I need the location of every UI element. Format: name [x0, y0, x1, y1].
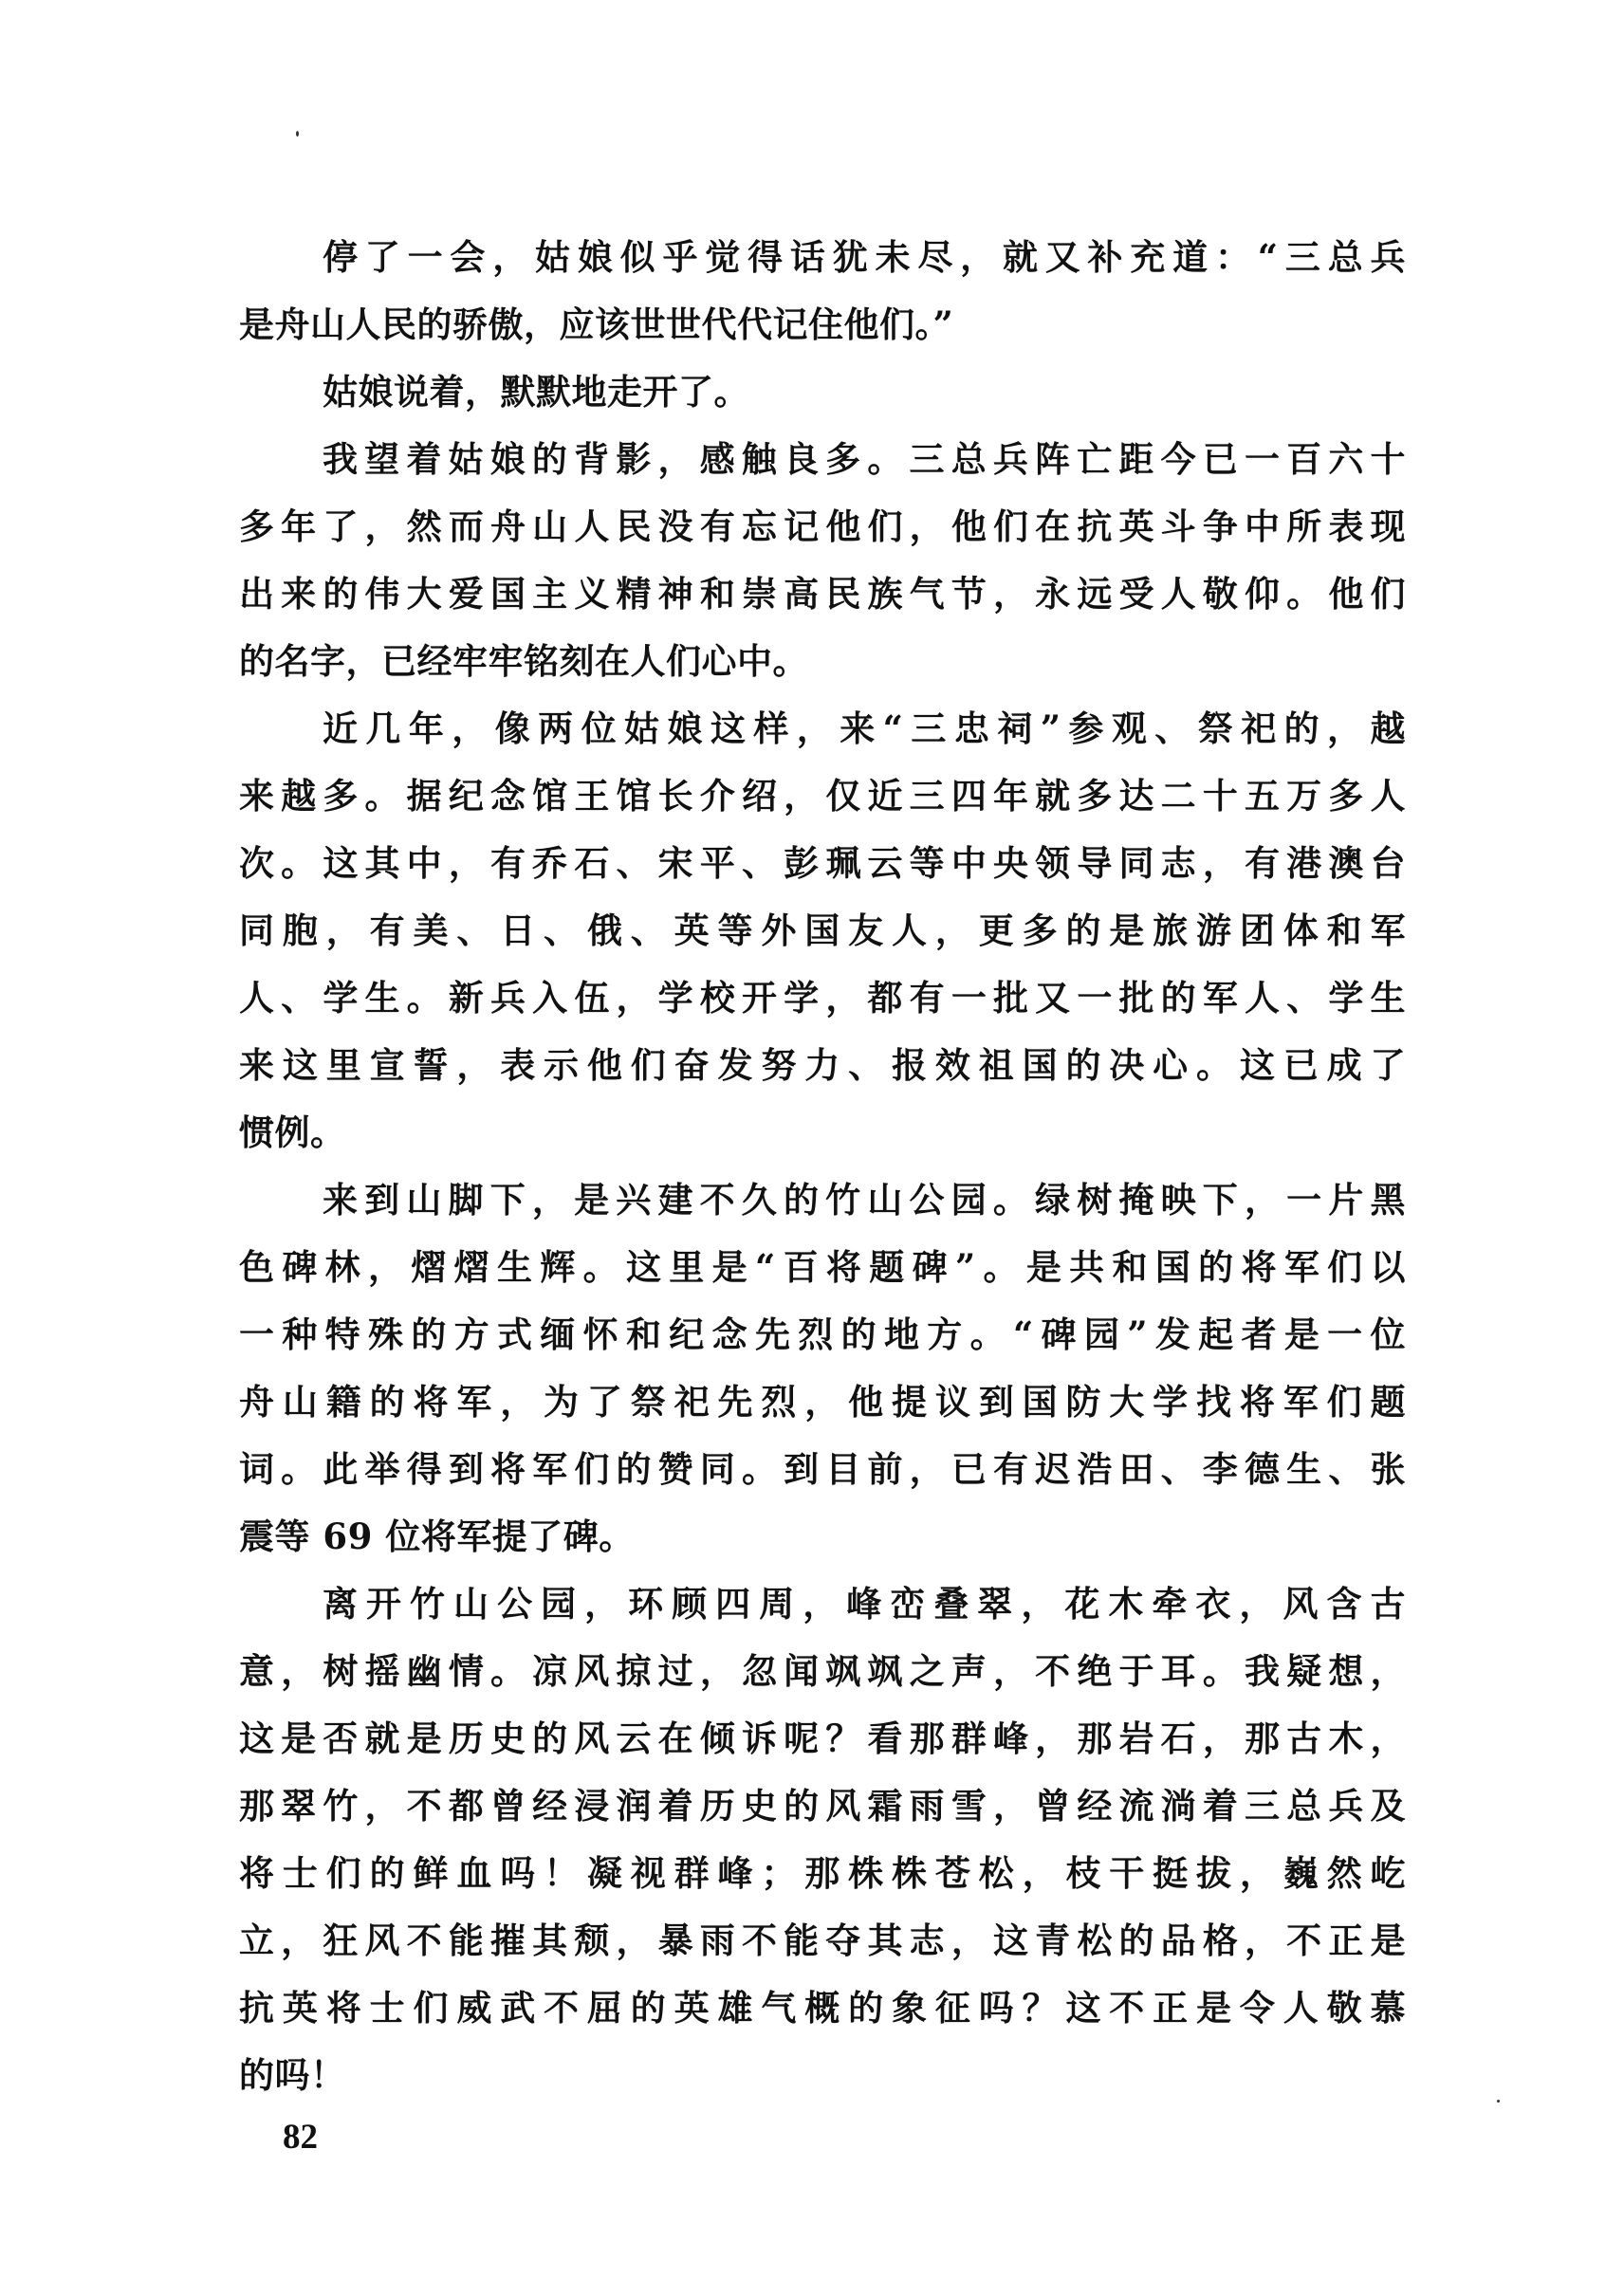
page-number: 82 [283, 2118, 318, 2157]
scan-speck [296, 131, 299, 137]
text-line-16: 色碑林，熠熠生辉。这里是“百将题碑”。是共和国的将军们以 [239, 1246, 1406, 1288]
text-line-28: 的吗！ [239, 2054, 346, 2096]
text-line-26: 立，狂风不能摧其颓，暴雨不能夺其志，这青松的品格，不正是 [239, 1919, 1406, 1961]
text-line-5: 多年了，然而舟山人民没有忘记他们，他们在抗英斗争中所表现 [239, 505, 1406, 547]
text-line-2: 是舟山人民的骄傲，应该世世代代记住他们。” [239, 303, 954, 345]
text-line-10: 次。这其中，有乔石、宋平、彭珮云等中央领导同志，有港澳台 [239, 842, 1406, 884]
text-line-8: 近几年，像两位姑娘这样，来“三忠祠”参观、祭祀的，越 [323, 707, 1406, 749]
text-line-11: 同胞，有美、日、俄、英等外国友人，更多的是旅游团体和军 [239, 909, 1406, 951]
text-line-1: 停了一会，姑娘似乎觉得话犹未尽，就又补充道：“三总兵 [323, 236, 1406, 278]
text-line-27: 抗英将士们威武不屈的英雄气概的象征吗？这不正是令人敬慕 [239, 1987, 1406, 2029]
text-line-17: 一种特殊的方式缅怀和纪念先烈的地方。“碑园”发起者是一位 [239, 1313, 1406, 1355]
text-line-20: 震等 69 位将军提了碑。 [239, 1515, 635, 1557]
text-line-18: 舟山籍的将军，为了祭祀先烈，他提议到国防大学找将军们题 [239, 1381, 1406, 1423]
text-line-19: 词。此举得到将军们的赞同。到目前，已有迟浩田、李德生、张 [239, 1448, 1406, 1490]
text-line-4: 我望着姑娘的背影，感触良多。三总兵阵亡距今已一百六十 [323, 438, 1406, 480]
text-line-25: 将士们的鲜血吗！凝视群峰；那株株苍松，枝干挺拔，巍然屹 [239, 1852, 1406, 1894]
text-line-9: 来越多。据纪念馆王馆长介绍，仅近三四年就多达二十五万多人 [239, 775, 1406, 817]
text-line-6: 出来的伟大爱国主义精神和崇高民族气节，永远受人敬仰。他们 [239, 573, 1406, 615]
scan-speck [1497, 2100, 1500, 2103]
text-line-12: 人、学生。新兵入伍，学校开学，都有一批又一批的军人、学生 [239, 977, 1406, 1019]
text-line-23: 这是否就是历史的风云在倾诉呢？看那群峰，那岩石，那古木， [239, 1717, 1406, 1759]
text-line-24: 那翠竹，不都曾经浸润着历史的风霜雨雪，曾经流淌着三总兵及 [239, 1785, 1406, 1827]
text-line-22: 意，树摇幽情。凉风掠过，忽闻飒飒之声，不绝于耳。我疑想， [239, 1650, 1406, 1692]
text-line-21: 离开竹山公园，环顾四周，峰峦叠翠，花木牵衣，风含古 [323, 1583, 1406, 1625]
text-line-3: 姑娘说着，默默地走开了。 [323, 371, 749, 413]
text-line-13: 来这里宣誓，表示他们奋发努力、报效祖国的决心。这已成了 [239, 1044, 1406, 1086]
text-line-15: 来到山脚下，是兴建不久的竹山公园。绿树掩映下，一片黑 [323, 1179, 1406, 1221]
text-line-7: 的名字，已经牢牢铭刻在人们心中。 [239, 640, 808, 682]
text-line-14: 惯例。 [239, 1111, 346, 1153]
